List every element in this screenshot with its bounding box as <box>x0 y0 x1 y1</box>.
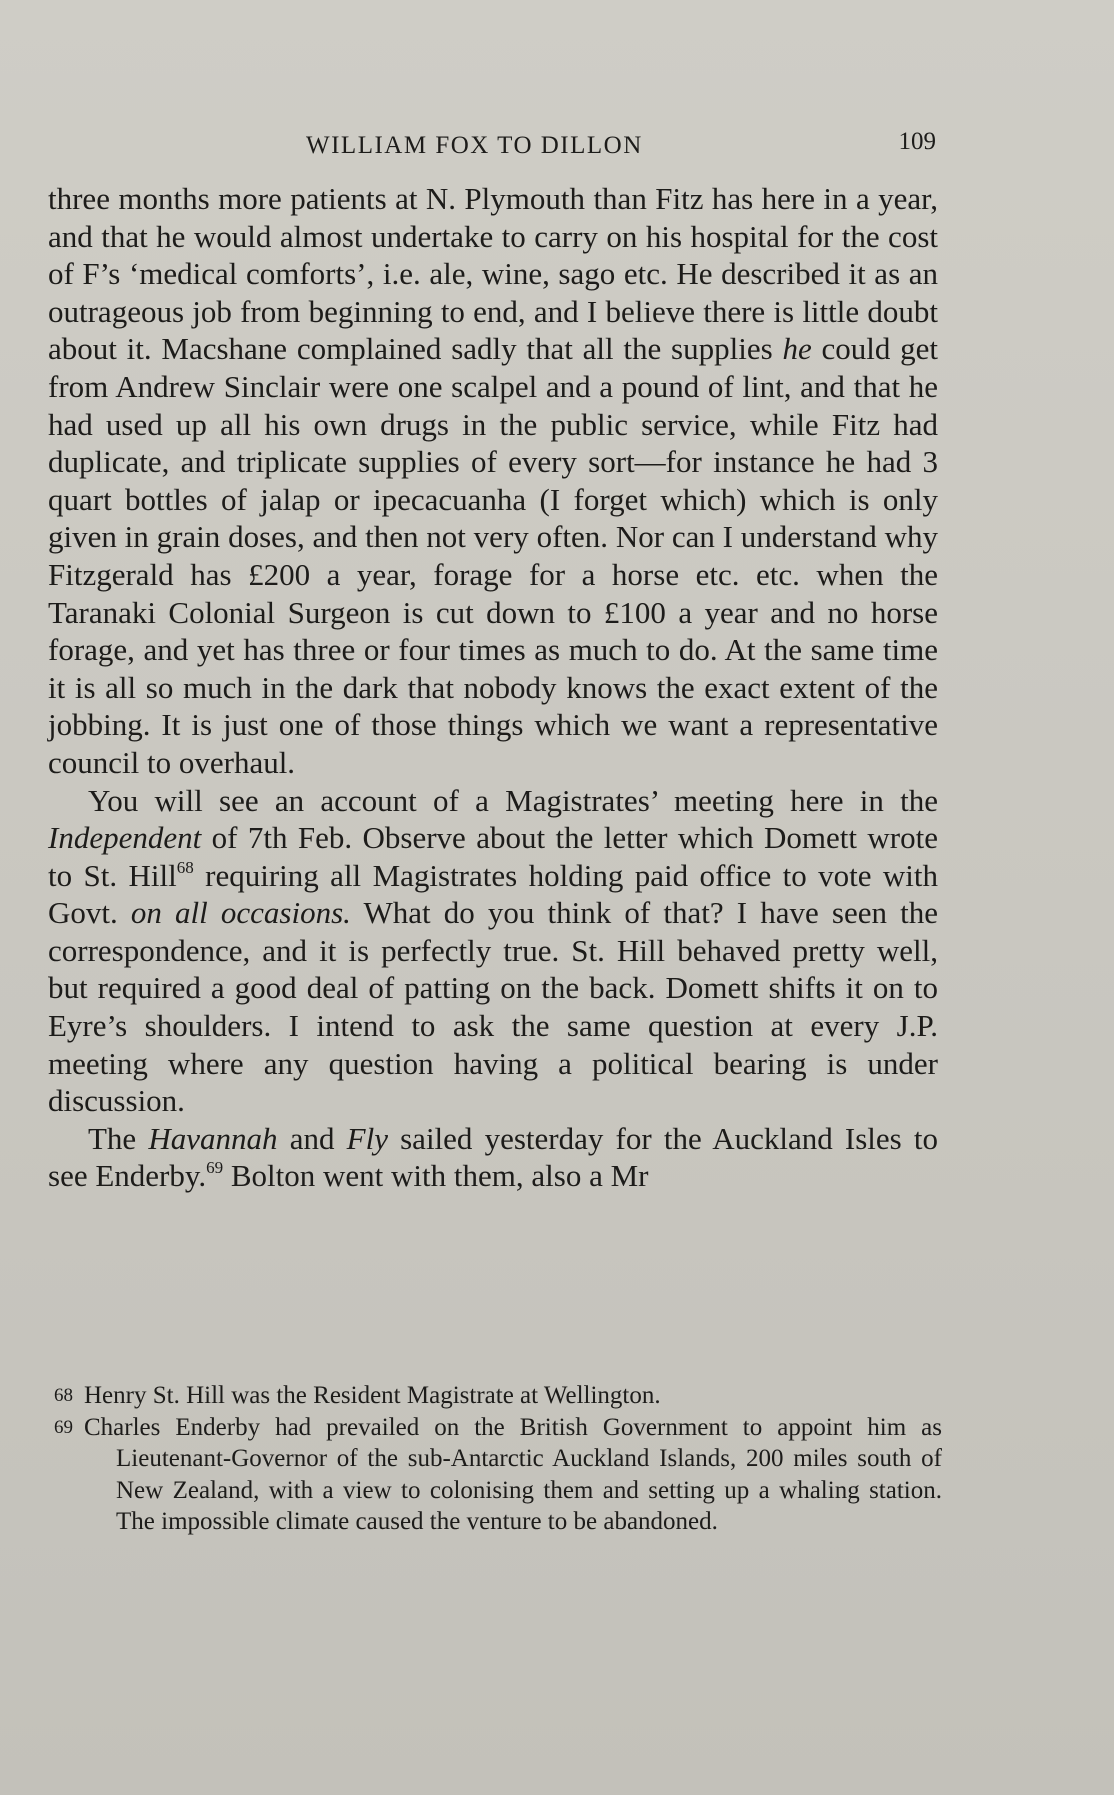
footnote-number: 68 <box>54 1385 73 1406</box>
emphasis-independent: Independent <box>48 820 202 856</box>
footnote-text: Charles Enderby had prevailed on the British Government to appoint him as Lieutenant-Governor of the sub-Antarctic Auckland Islands, 200 miles south of New Zealand, with a view to colonising them and setting up a whaling station. The impossible climate caused the venture to be abandoned. <box>84 1413 942 1535</box>
emphasis-fly: Fly <box>346 1120 388 1156</box>
running-head <box>48 128 938 164</box>
running-title: WILLIAM FOX TO DILLON <box>306 132 643 159</box>
emphasis-he: he <box>782 331 812 367</box>
paragraph-2-text-c: requiring all Magistrates holding paid office to vote with Govt. <box>48 857 938 931</box>
emphasis-on-all-occasions: on all occasions. <box>130 895 351 931</box>
paragraph-1-text: three months more patients at N. Plymouth than Fitz has here in a year, and that he would almost undertake to carry on his hospital for the cost of F’s ‘medical comforts’, i.e. ale, wine, sago etc. He described it as an outrageous job from beginning to end, and I believe there is little doubt about it. Macshane complained sadly that all the supplies <box>48 181 938 367</box>
paragraph-3-text-a: The <box>88 1120 149 1156</box>
paragraph-2-text-a: You will see an account of a Magistrates’ meeting here in the <box>88 782 938 818</box>
paragraph-3-text-b: and <box>277 1120 347 1156</box>
footnote-number: 69 <box>54 1416 73 1438</box>
footnote-69 <box>54 1412 942 1538</box>
footnote-68 <box>54 1380 942 1412</box>
footnote-ref-69[interactable]: 69 <box>206 1158 224 1178</box>
emphasis-havannah: Havannah <box>148 1120 278 1156</box>
paragraph-3-text-c: sailed yesterday for the Auckland Isles to see Enderby. <box>48 1120 938 1194</box>
footnote-ref-68[interactable]: 68 <box>176 857 194 877</box>
footnotes <box>54 1380 942 1538</box>
paragraph-2-text-d: What do you think of that? I have seen the correspondence, and it is perfectly true. St. Hill behaved pretty well, but required a good deal of patting on the back. Domett shifts it on to Eyre’s shoulders. I intend to ask the same question at every J.P. meeting where any question having a political bearing is under discussion. <box>48 895 938 1119</box>
paragraph-3 <box>48 1120 938 1195</box>
paragraph-3-text-d: Bolton went with them, also a Mr <box>223 1158 649 1194</box>
page-number: 109 <box>898 128 936 155</box>
footnote-text: Henry St. Hill was the Resident Magistrate at Wellington. <box>84 1382 661 1409</box>
paragraph-1 <box>48 180 938 782</box>
body-text <box>48 180 938 1195</box>
paragraph-1-text-cont: could get from Andrew Sinclair were one scalpel and a pound of lint, and that he had used up all his own drugs in the public service, while Fitz had duplicate, and triplicate supplies of every sort—for instance he had 3 quart bottles of jalap or ipecacuanha (I forget which) which is only given in grain doses, and then not very often. Nor can I understand why Fitzgerald has £200 a year, forage for a horse etc. etc. when the Taranaki Colonial Surgeon is cut down to £100 a year and no horse forage, and yet has three or four times as much to do. At the same time it is all so much in the dark that nobody knows the exact extent of the jobbing. It is just one of those things which we want a representative council to overhaul. <box>48 331 938 780</box>
paragraph-2 <box>48 782 938 1120</box>
paragraph-2-text-b: of 7th Feb. Observe about the letter which Domett wrote to St. Hill <box>48 820 938 893</box>
